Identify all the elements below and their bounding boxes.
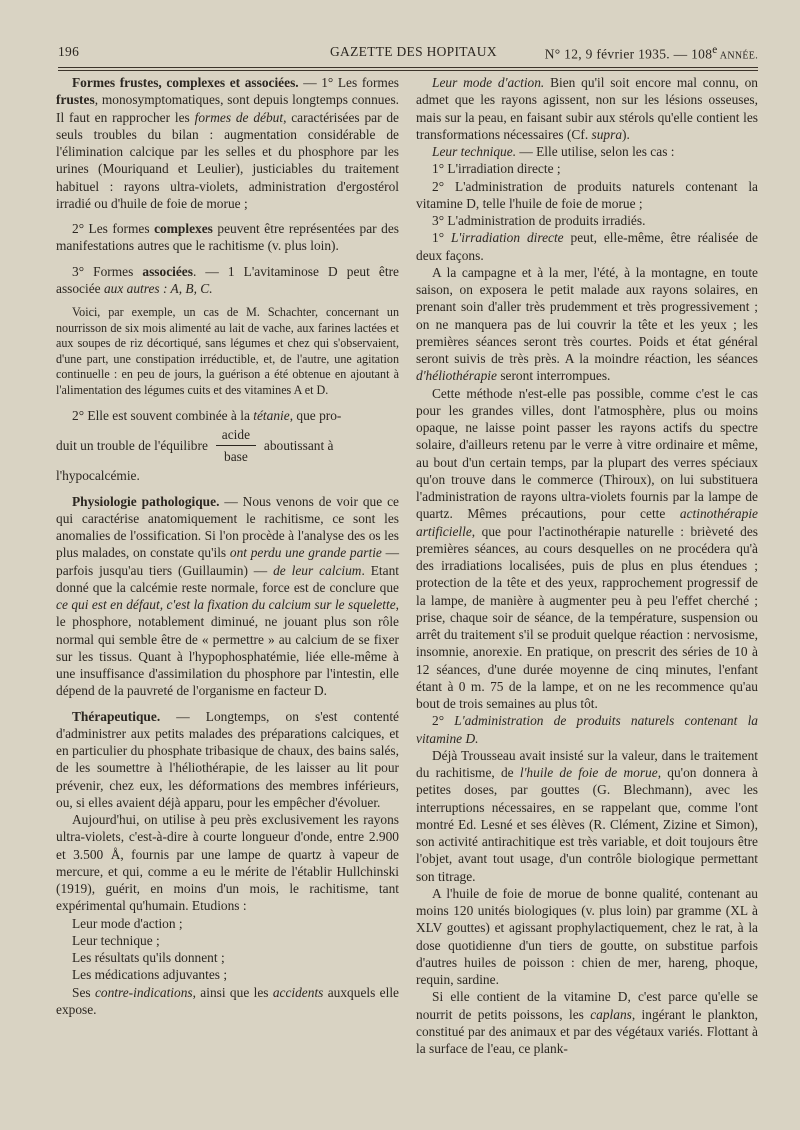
paragraph: Leur mode d'action. Bien qu'il soit encore mal connu, on admet que les rayons agissent, non sur les lésions osseuses, mais sur la peau, en faisant subir aux stérols qu'elle contient les transformations nécessaires (Cf. supra). [416, 75, 758, 142]
running-header [58, 44, 758, 64]
paragraph: A la campagne et à la mer, l'été, à la montagne, en toute saison, on exposera le petit malade aux rayons solaires, en prenant soin d'aller très prudemment et très progressivement ; on ne manquera pas de lui couvrir la tête et les yeux ; les premières séances seront très courtes. Poids et état général seront suivis de très près. A la moindre réaction, les séances d'héliothérapie seront interrompues. [416, 264, 758, 384]
paragraph: Physiologie pathologique. — Nous venons de voir que ce qui caractérise anatomiquement le rachitisme, ce sont les anomalies de l'ossification. Si l'on procède à l'analyse des os les plus malades, on constate qu'ils ont perdu une grande partie — parfois jusqu'au tiers (Guillaumin) — de leur calcium. Etant donné que la calcémie reste normale, force est de conclure que ce qui est en défaut, c'est la fixation du calcium sur le squelette, le phosphore, notablement diminué, ne jouant plus son rôle normal qui semble être de « permettre » au calcium de se fixer sur les tissus. Quant à l'hypophosphatémie, liée elle-même à une insuffisance d'assimilation du phosphore par l'intestin, elle dépend de la pauvreté de l'organisme en facteur D. [56, 493, 399, 699]
paragraph: Déjà Trousseau avait insisté sur la valeur, dans le traitement du rachitisme, de l'huile de foie de morue, qu'on donnera à petites doses, par gouttes (G. Blechmann), avec les interruptions nécessaires, en se rappelant que, comme l'ont montré Ed. Lesné et ses élèves (R. Clément, Zizine et Simon), son activité antirachitique est très variable, et doit toujours être l'objet, avant tout usage, d'un contrôle biologique permettant son titrage. [416, 747, 759, 884]
paragraph: A l'huile de foie de morue de bonne qualité, contenant au moins 120 unités biologiques (v. plus loin) par gramme (XL à XLV gouttes) et agissant prophylactiquement, chez le rat, à la dose quotidienne d'un tiers de goutte, on substitue parfois d'autres huiles de poisson : chien de mer, hareng, phoque, requin, sardine. [416, 885, 758, 987]
page-number: 196 [58, 44, 80, 59]
example-note: Voici, par exemple, un cas de M. Schachter, concernant un nourrisson de six mois alimenté au lait de vache, aux farines lactées et aux soupes de riz décortiqué, sans légumes et chez qui s'observaient, d'une part, une constipation irréductible, et, de l'autre, une agitation continuelle : en peu de jours, la guérison a été obtenue en ajoutant à l'alimentation des légumes cuits et des vitamines A et D. [56, 305, 399, 397]
list-item: Les résultats qu'ils donnent ; [72, 950, 225, 966]
paragraph: 2° Elle est souvent combinée à la tétanie, que pro- [72, 407, 342, 423]
paragraph: Cette méthode n'est-elle pas possible, comme c'est le cas pour les grandes villes, dont l'atmosphère, plus ou moins opaque, ne laisse point passer les rayons actifs du spectre solaire, d'ailleurs retenu par le verre à vitre ordinaire et même, au bout d'un certain temps, par la plupart des verres spéciaux qu'on trouve dans le commerce (Thiroux), on lui substituera l'administration de rayons ultra-violets fournis par la lampe de quartz. Mêmes précautions, pour cette actinothérapie artificielle, que pour l'actinothérapie naturelle : brièveté des premières séances, au cours desquelles on ne procédera qu'à des irradiations localisées, puis de plus en plus étendues ; protection de la tête et des yeux, rapprochement progressif de la lampe, de manière à augmenter peu à peu l'effet cherché ; prise, chaque soir de séance, de la température, suspension ou arrêt du traitement s'il se produit quelque réaction : nervosisme, insomnie, anorexie. En pratique, on prescrit des séries de 10 à 12 séances, d'une durée moyenne de cinq minutes, l'enfant étant à 0 m. 75 de la lampe, et on ne les recommence qu'au bout de trois semaines au plus tôt. [416, 385, 758, 711]
paragraph: 2° L'administration de produits naturels contenant la vitamine D. [416, 713, 758, 746]
paragraph: Aujourd'hui, on utilise à peu près exclusivement les rayons ultra-violets, c'est-à-dire à courte longueur d'onde, entre 2.900 et 3.500 Å, fournis par une lampe de quartz à vapeur de mercure, et qui, comme a eu le mérite de l'établir Hullchinski (1919), guérit, en moins d'un mois, le rachitisme, tant expérimental qu'humain. Etudions : [56, 812, 399, 914]
header-rule [58, 67, 758, 68]
paragraph: Leur technique. — Elle utilise, selon les cas : [432, 144, 675, 159]
paragraph: 1° L'irradiation directe peut, elle-même, être réalisée de deux façons. [416, 230, 758, 263]
right-column [416, 74, 758, 1057]
list-item: Leur technique ; [72, 932, 160, 948]
left-column [56, 74, 399, 1018]
list-item: 1° L'irradiation directe ; [432, 161, 561, 177]
list-item: Ses contre-indications, ainsi que les accidents auxquels elle expose. [56, 984, 399, 1017]
list-item: 3° L'administration de produits irradiés. [432, 213, 646, 228]
list-item: Les médications adjuvantes ; [72, 967, 228, 983]
paragraph: 3° Formes associées. — 1 L'avitaminose D peut être associée aux autres : A, B, C. [56, 263, 399, 296]
list-item: 2° L'administration de produits naturels contenant la vitamine D, telle l'huile de foie de morue ; [416, 178, 758, 211]
paragraph: Formes frustes, complexes et associées. — 1° Les formes frustes, monosymptomatiques, sont depuis longtemps connues. Il faut en rapprocher les formes de début, caractérisées par de seuls troubles du bilan : augmentation considérable de l'élimination calcique par les selles et du phosphore par les urines (Mouriquand et Leulier), justiciables du traitement habituel : rayons ultra-violets, administration d'ergostérol irradié ou d'huile de foie de morue ; [56, 75, 399, 211]
issue-line: N° 12, 9 février 1935. — 108e ANNÉE. [544, 44, 758, 62]
study-list [56, 915, 399, 1019]
paragraph: l'hypocalcémie. [56, 468, 140, 484]
journal-title: GAZETTE DES HOPITAUX [330, 44, 497, 59]
list-item: Leur mode d'action ; [72, 915, 183, 931]
acid-base-fraction: $\frac{\text{acide}}{\text{base}}$ [216, 426, 256, 466]
acid-base-equation: duit un trouble de l'équilibre $\frac{\text{acide}}{\text{base}}$ aboutissant à [56, 426, 334, 465]
fraction-bar [216, 445, 256, 446]
paragraph: Thérapeutique. — Longtemps, on s'est contenté d'administrer aux petits malades des préparations calciques, et en particulier du phosphate tribasique de chaux, des bains salés, de les soumettre à l'héliothérapie, de les laisser au lit pour prévenir, chez eux, les déformations des membres inférieurs, ou, si elles avaient déjà apparu, pour les empêcher d'évoluer. [56, 708, 399, 810]
paragraph: 2° Les formes complexes peuvent être représentées par des manifestations autres que le rachitisme (v. plus loin). [56, 221, 399, 254]
paragraph: Si elle contient de la vitamine D, c'est parce qu'elle se nourrit de petits poissons, les caplans, ingérant le plankton, constitué par des animaux et par des végétaux variés. Flottant à la surface de l'eau, ce plank- [416, 989, 758, 1056]
header-rule-double [58, 70, 758, 71]
